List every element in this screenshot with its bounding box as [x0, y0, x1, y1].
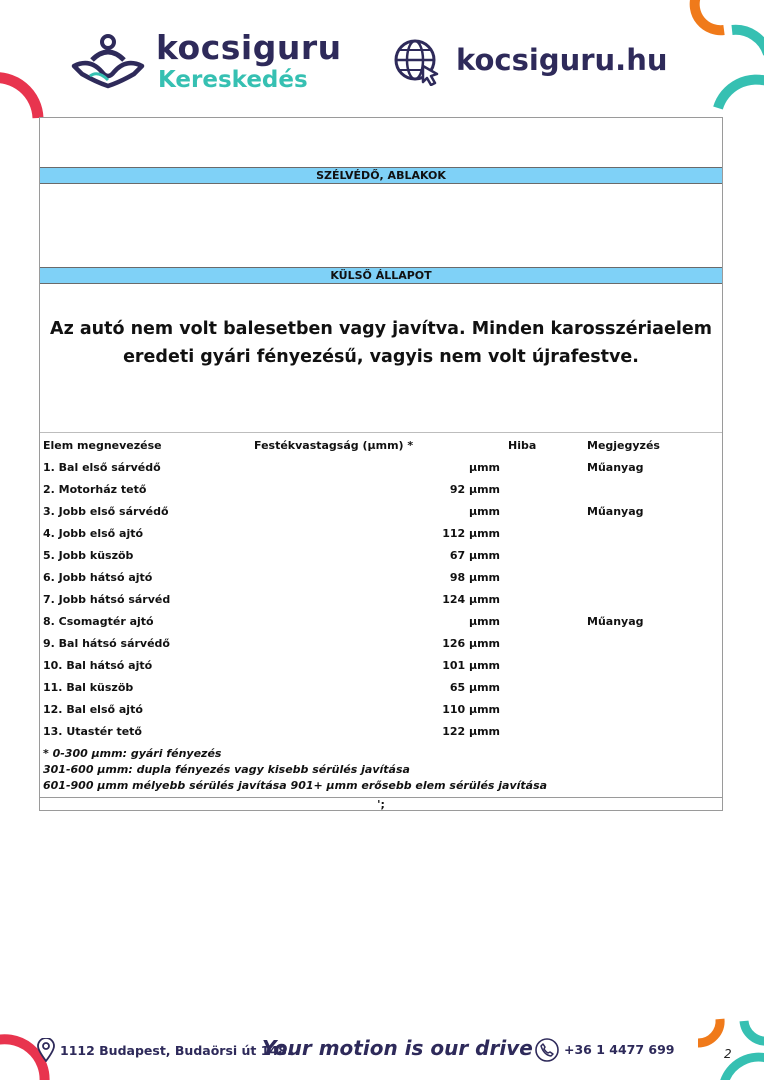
table-row: [40, 505, 722, 527]
thickness-value: 112 µmm: [442, 527, 500, 540]
element-name: 11. Bal küszöb: [43, 681, 134, 694]
table-row: [40, 461, 722, 483]
thickness-value: 124 µmm: [442, 593, 500, 606]
element-name: 13. Utastér tető: [43, 725, 142, 738]
element-name: 5. Jobb küszöb: [43, 549, 134, 562]
column-header-fault: Hiba: [508, 439, 537, 452]
table-row: [40, 571, 722, 593]
thickness-value: µmm: [468, 461, 500, 474]
table-row: [40, 725, 722, 747]
thickness-value: 122 µmm: [442, 725, 500, 738]
row-note: Műanyag: [587, 615, 644, 628]
website-link[interactable]: kocsiguru.hu: [456, 43, 668, 77]
section-title-exterior: KÜLSŐ ÁLLAPOT: [40, 267, 722, 284]
thickness-value: 98 µmm: [449, 571, 500, 584]
thickness-value: 67 µmm: [449, 549, 500, 562]
thickness-value: µmm: [468, 505, 500, 518]
condition-notice: Az autó nem volt balesetben vagy javítva. Minden karosszériaelem eredeti gyári fényezésű, vagyis nem volt újrafestve.: [50, 319, 712, 367]
element-name: 10. Bal hátsó ajtó: [43, 659, 153, 672]
footer-address: 1112 Budapest, Budaörsi út 148.: [60, 1043, 292, 1058]
element-name: 12. Bal első ajtó: [43, 703, 143, 716]
table-row: [40, 483, 722, 505]
thickness-value: 101 µmm: [442, 659, 500, 672]
element-name: 6. Jobb hátsó ajtó: [43, 571, 153, 584]
thickness-value: 65 µmm: [449, 681, 500, 694]
row-note: Műanyag: [587, 461, 644, 474]
guru-mascot-icon: [68, 30, 146, 90]
thickness-value: µmm: [468, 615, 500, 628]
element-name: 7. Jobb hátsó sárvéd: [43, 593, 171, 606]
table-row: [40, 659, 722, 681]
element-name: 8. Csomagtér ajtó: [43, 615, 154, 628]
element-name: 3. Jobb első sárvédő: [43, 505, 169, 518]
paint-thickness-table: [40, 432, 722, 797]
footer-slogan: Your motion is our drive: [262, 1036, 533, 1060]
table-row: [40, 637, 722, 659]
page-number: 2: [724, 1047, 732, 1061]
corner-decoration-top-left: [0, 60, 50, 120]
corner-decoration-top-right: [680, 0, 764, 115]
inspection-sheet: [39, 117, 723, 811]
table-row: [40, 593, 722, 615]
column-header-note: Megjegyzés: [587, 439, 660, 452]
thickness-value: 126 µmm: [442, 637, 500, 650]
brand-logo: [68, 28, 342, 94]
brand-subtitle: Kereskedés: [158, 67, 308, 93]
footnote-2: 301-600 µmm: dupla fényezés vagy kisebb sérülés javítása: [43, 763, 410, 776]
phone-icon: [535, 1038, 559, 1062]
section-title-windshield: SZÉLVÉDŐ, ABLAKOK: [40, 167, 722, 184]
globe-cursor-icon: [393, 38, 441, 86]
column-header-element: Elem megnevezése: [43, 439, 162, 452]
element-name: 9. Bal hátsó sárvédő: [43, 637, 170, 650]
footer-phone[interactable]: +36 1 4477 699: [564, 1042, 675, 1057]
element-name: 4. Jobb első ajtó: [43, 527, 144, 540]
table-row: [40, 703, 722, 725]
location-pin-icon: [37, 1038, 55, 1062]
table-row: [40, 681, 722, 703]
footnote-1: * 0-300 µmm: gyári fényezés: [43, 747, 222, 760]
element-name: 1. Bal első sárvédő: [43, 461, 161, 474]
thickness-value: 110 µmm: [442, 703, 500, 716]
table-row: [40, 615, 722, 637]
element-name: 2. Motorház tető: [43, 483, 147, 496]
column-header-thickness: Festékvastagság (µmm) *: [254, 439, 414, 452]
brand-name: kocsiguru: [156, 28, 342, 67]
footnote-3: 601-900 µmm mélyebb sérülés javítása 901+ µmm erősebb elem sérülés javítása: [43, 779, 548, 792]
row-note: Műanyag: [587, 505, 644, 518]
table-row: [40, 527, 722, 549]
thickness-value: 92 µmm: [449, 483, 500, 496]
table-row: [40, 549, 722, 571]
bottom-cell: ';: [40, 797, 722, 813]
